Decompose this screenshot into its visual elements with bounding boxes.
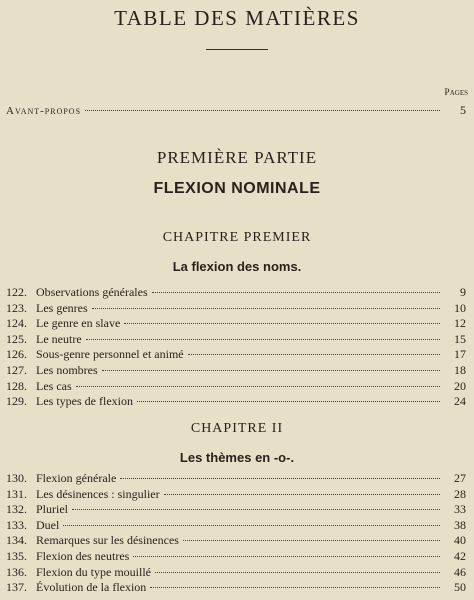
- part-subtitle: FLEXION NOMINALE: [153, 180, 321, 197]
- leader-dots: [164, 494, 440, 495]
- entry-label: Remarques sur les désinences: [36, 533, 179, 548]
- entry-page: 28: [454, 486, 466, 501]
- toc-entry[interactable]: [6, 347, 466, 363]
- leader-dots: [86, 339, 440, 340]
- entry-page: 12: [454, 316, 466, 331]
- entry-page: 33: [454, 502, 466, 517]
- entry-label: Flexion des neutres: [36, 548, 130, 563]
- leader-dots: [120, 478, 440, 479]
- entry-page: 15: [454, 331, 466, 346]
- entry-label: Les nombres: [36, 362, 98, 377]
- entry-page: 46: [454, 564, 466, 579]
- leader-dots: [72, 509, 440, 510]
- toc-entry[interactable]: [6, 363, 466, 379]
- entry-page: 5: [460, 103, 466, 117]
- entry-page: 20: [454, 378, 466, 393]
- toc-entry[interactable]: [6, 533, 466, 549]
- leader-dots: [152, 292, 440, 293]
- entry-number: 122.: [6, 285, 27, 299]
- leader-dots: [124, 323, 440, 324]
- entry-label: Les désinences : singulier: [36, 486, 160, 501]
- entry-label: Flexion du type mouillé: [36, 564, 151, 579]
- part-heading: PREMIÈRE PARTIE: [156, 148, 318, 167]
- toc-entry[interactable]: [6, 316, 466, 332]
- leader-dots: [183, 540, 440, 541]
- chapter-1-entries: [6, 285, 466, 410]
- toc-entry[interactable]: [6, 502, 466, 518]
- leader-dots: [155, 572, 440, 573]
- leader-dots: [85, 110, 440, 111]
- toc-entry[interactable]: [6, 332, 466, 348]
- entry-number: 135.: [6, 548, 27, 563]
- entry-number: 127.: [6, 362, 27, 377]
- entry-page: 18: [454, 362, 466, 377]
- leader-dots: [63, 525, 440, 526]
- page-title: TABLE DES MATIÈRES: [114, 6, 360, 30]
- leader-dots: [92, 308, 440, 309]
- leader-dots: [150, 587, 440, 588]
- toc-entry-avant-propos[interactable]: [6, 103, 466, 117]
- toc-entry[interactable]: [6, 580, 466, 596]
- chapter-2-entries: [6, 471, 466, 596]
- leader-dots: [102, 370, 440, 371]
- entry-label: Le neutre: [36, 331, 82, 346]
- entry-label: Duel: [36, 517, 60, 532]
- entry-number: 129.: [6, 394, 27, 409]
- entry-label: Le genre en slave: [36, 316, 121, 331]
- entry-label: Observations générales: [36, 285, 148, 299]
- entry-number: 137.: [6, 580, 27, 595]
- entry-number: 131.: [6, 486, 27, 501]
- entry-number: 128.: [6, 378, 27, 393]
- toc-entry[interactable]: [6, 487, 466, 503]
- leader-dots: [137, 401, 440, 402]
- entry-label: Flexion générale: [36, 471, 117, 485]
- entry-number: 130.: [6, 471, 27, 485]
- entry-number: 126.: [6, 347, 27, 362]
- toc-entry[interactable]: [6, 301, 466, 317]
- entry-label: Pluriel: [36, 502, 68, 517]
- entry-number: 134.: [6, 533, 27, 548]
- toc-entry[interactable]: [6, 379, 466, 395]
- chapter-1-heading: CHAPITRE PREMIER: [162, 230, 312, 245]
- toc-entry[interactable]: [6, 394, 466, 410]
- entry-number: 125.: [6, 331, 27, 346]
- entry-label: Les genres: [36, 300, 88, 315]
- toc-entry[interactable]: [6, 518, 466, 534]
- entry-page: 24: [454, 394, 466, 409]
- chapter-1-title: La flexion des noms.: [172, 259, 302, 274]
- toc-entry[interactable]: [6, 285, 466, 301]
- leader-dots: [133, 556, 440, 557]
- entry-label: Évolution de la flexion: [36, 580, 147, 595]
- leader-dots: [188, 354, 440, 355]
- entry-page: 40: [454, 533, 466, 548]
- entry-page: 42: [454, 548, 466, 563]
- leader-dots: [76, 386, 440, 387]
- entry-number: 132.: [6, 502, 27, 517]
- toc-entry[interactable]: [6, 471, 466, 487]
- entry-label: Les types de flexion: [36, 394, 133, 409]
- entry-page: 50: [454, 580, 466, 595]
- entry-number: 124.: [6, 316, 27, 331]
- toc-entry[interactable]: [6, 549, 466, 565]
- entry-page: 9: [460, 285, 466, 299]
- entry-number: 136.: [6, 564, 27, 579]
- entry-number: 133.: [6, 517, 27, 532]
- chapter-2-title: Les thèmes en -o-.: [179, 450, 295, 465]
- entry-label: Avant-propos: [6, 105, 82, 117]
- entry-page: 17: [454, 347, 466, 362]
- entry-label: Sous-genre personnel et animé: [36, 347, 184, 362]
- chapter-2-heading: CHAPITRE II: [190, 421, 284, 436]
- title-rule: [206, 49, 268, 50]
- entry-page: 38: [454, 517, 466, 532]
- toc-entry[interactable]: [6, 565, 466, 581]
- entry-label: Les cas: [36, 378, 72, 393]
- entry-page: 27: [454, 471, 466, 485]
- entry-page: 10: [454, 300, 466, 315]
- pages-column-header: Pages: [444, 88, 468, 98]
- entry-number: 123.: [6, 300, 27, 315]
